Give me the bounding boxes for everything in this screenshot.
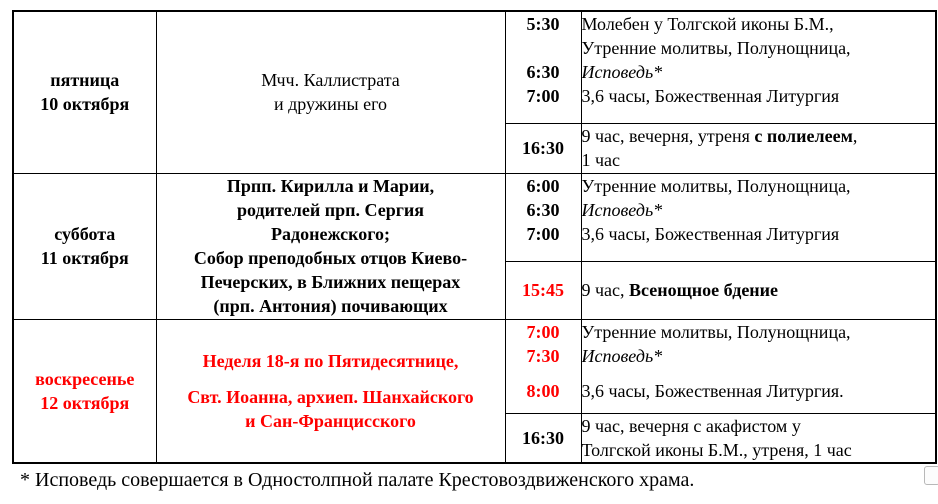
time-cell-saturday-evening xyxy=(505,261,581,319)
service-line: 1 час xyxy=(581,150,621,170)
service-line: 3,6 часы, Божественная Литургия xyxy=(581,86,840,106)
service-line: 9 час, вечерня с акафистом у xyxy=(581,415,801,436)
service-text: , xyxy=(852,126,858,146)
day-date: 11 октября xyxy=(40,248,129,268)
service-text: 9 час, xyxy=(581,280,630,300)
schedule-table xyxy=(12,10,937,464)
time-value: 6:30 xyxy=(526,199,560,220)
time-gap xyxy=(506,368,581,379)
service-line-confession: Исповедь* xyxy=(581,199,663,220)
service-line: Утренние молитвы, Полунощница, xyxy=(581,321,851,342)
saint-line: Свт. Иоанна, архиеп. Шанхайского xyxy=(187,386,474,407)
time-value: 16:30 xyxy=(522,427,564,448)
saint-line: Собор преподобных отцов Киево- xyxy=(193,248,468,268)
time-value: 5:30 xyxy=(526,14,560,34)
time-value: 6:00 xyxy=(526,175,560,196)
saint-cell-friday xyxy=(156,11,505,173)
scrollbar-fragment[interactable] xyxy=(924,466,938,485)
service-text-bold: с полиелеем xyxy=(754,126,853,146)
day-name: воскресенье xyxy=(35,368,135,389)
service-line xyxy=(582,124,936,148)
service-text: 9 час, вечерня, утреня xyxy=(581,126,755,146)
service-line-confession: Исповедь* xyxy=(581,62,663,82)
time-cell-sunday-evening xyxy=(505,413,581,463)
service-line-confession: Исповедь* xyxy=(581,345,663,366)
day-date: 10 октября xyxy=(40,94,130,115)
saint-line: Мчч. Каллистрата xyxy=(261,70,400,91)
day-name: пятница xyxy=(50,70,120,91)
service-line: Толгской иконы Б.М., утреня, 1 час xyxy=(581,439,852,460)
services-cell-friday-morning xyxy=(581,11,936,123)
day-cell-friday xyxy=(13,11,156,173)
time-value: 15:45 xyxy=(522,280,564,300)
services-cell-saturday-morning xyxy=(581,173,936,261)
saint-line: родителей прп. Сергия xyxy=(236,200,424,220)
service-line: Утренние молитвы, Полунощница, xyxy=(581,38,851,58)
day-date: 12 октября xyxy=(40,392,130,413)
saint-line: (прп. Антония) почивающих xyxy=(213,296,448,316)
day-cell-saturday xyxy=(13,173,156,319)
saint-cell-saturday xyxy=(156,173,505,319)
saint-cell-sunday xyxy=(156,319,505,463)
service-line xyxy=(582,278,936,302)
time-blank-line xyxy=(506,36,581,60)
saint-line: Радонежского; xyxy=(270,224,391,244)
time-value: 6:30 xyxy=(526,62,560,82)
services-cell-friday-evening xyxy=(581,123,936,173)
time-cell-sunday-morning xyxy=(505,319,581,413)
saint-line: и дружины его xyxy=(273,94,388,115)
service-text-bold: Всенощное бдение xyxy=(629,280,779,300)
service-line: Молебен у Толгской иконы Б.М., xyxy=(581,14,834,34)
services-cell-sunday-evening xyxy=(581,413,936,463)
services-cell-sunday-morning xyxy=(581,319,936,413)
time-value: 7:00 xyxy=(526,223,560,244)
saint-line: Прпп. Кирилла и Марии, xyxy=(226,176,435,196)
time-value: 8:00 xyxy=(526,380,560,401)
service-line: 3,6 часы, Божественная Литургия xyxy=(581,223,840,244)
time-cell-friday-evening xyxy=(505,123,581,173)
saint-line: Печерских, в Ближних пещерах xyxy=(200,272,461,292)
time-value: 7:30 xyxy=(526,345,560,366)
time-value: 7:00 xyxy=(526,321,560,342)
day-name: суббота xyxy=(54,224,116,244)
time-cell-saturday-morning xyxy=(505,173,581,261)
service-line: Утренние молитвы, Полунощница, xyxy=(581,175,851,196)
time-cell-friday-morning xyxy=(505,11,581,123)
time-value: 16:30 xyxy=(522,138,564,158)
saint-line: и Сан-Францисского xyxy=(245,410,416,431)
day-cell-sunday xyxy=(13,319,156,463)
services-cell-saturday-evening xyxy=(581,261,936,319)
time-value: 7:00 xyxy=(526,86,560,106)
saint-line: Неделя 18-я по Пятидесятнице, xyxy=(202,350,459,371)
confession-footnote: * Исповедь совершается в Одностолпной палате Крестовоздвиженского храма. xyxy=(20,469,695,491)
service-gap xyxy=(582,368,936,379)
service-line: 3,6 часы, Божественная Литургия. xyxy=(581,380,844,401)
